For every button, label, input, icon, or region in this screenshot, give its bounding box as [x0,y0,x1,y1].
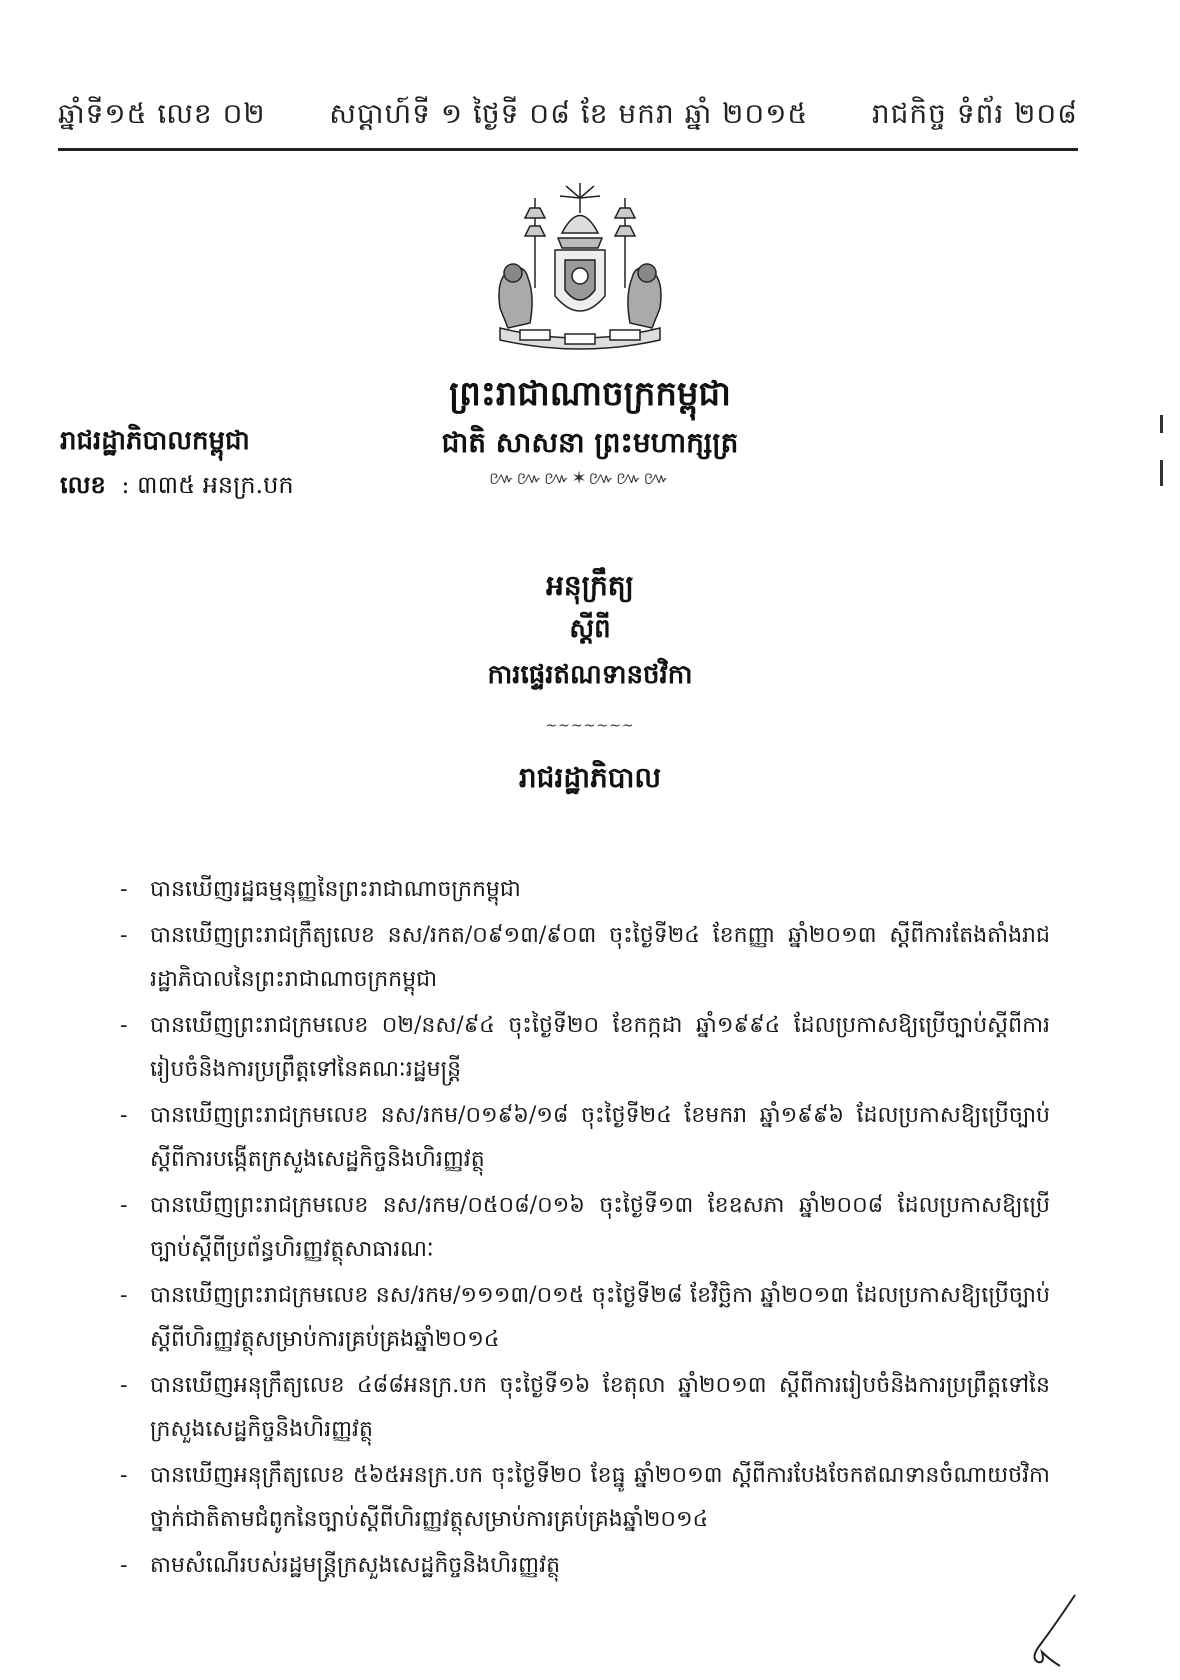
gazette-issue: ឆ្នាំទី១៥ លេខ ០២ [58,97,266,130]
considerations-list [120,868,1050,1590]
scan-edge-mark [1160,415,1163,433]
gazette-date: សប្តាហ៍ទី ១ ថ្ងៃទី ០៨ ខែ មករា ឆ្នាំ ២០១៥ [329,97,809,130]
motto-ornament: ៚៚៚✶៚៚៚ [488,468,671,489]
list-item: - បានឃើញអនុក្រឹត្យលេខ ៥៦៥អនក្រ.បក ចុះថ្ងៃទី២០ ខែធ្នូ ឆ្នាំ២០១៣ ស្តីពីការបែងចែកឥណទានចំណាយថវិកាថ្នាក់ជាតិតាមជំពូកនៃច្បាប់ស្តីពីហិរញ្ញវត្ថុសម្រាប់ការគ្រប់គ្រងឆ្នាំ២០១៤ [120,1463,1051,1532]
list-item: - បានឃើញព្រះរាជក្រមលេខ ០២/នស/៩៤ ចុះថ្ងៃទី២០ ខែកក្កដា ឆ្នាំ១៩៩៤ ដែលប្រកាសឱ្យប្រើច្បាប់ស្តីពីការរៀបចំនិងការប្រព្រឹត្តទៅនៃគណៈរដ្ឋមន្ត្រី [120,1013,1050,1082]
gazette-header [58,96,1078,137]
header-rule [58,148,1078,151]
decree-subject: ការផ្ទេរឥណទានថវិកា [487,660,693,690]
decree-issuer: រាជរដ្ឋាភិបាល [518,761,662,794]
decree-type: អនុក្រឹត្យ [546,569,634,602]
list-item: - បានឃើញអនុក្រឹត្យលេខ ៤៨៨អនក្រ.បក ចុះថ្ងៃទី១៦ ខែតុលា ឆ្នាំ២០១៣ ស្តីពីការរៀបចំនិងការប្រព្រឹត្តទៅនៃក្រសួងសេដ្ឋកិច្ចនិងហិរញ្ញវត្ថុ [120,1373,1050,1442]
reference-number [60,470,294,505]
signature-stroke-icon [1020,1590,1080,1670]
decree-about: ស្តីពី [569,614,611,644]
royal-coat-of-arms-icon [480,178,680,358]
list-item: - បានឃើញព្រះរាជក្រឹត្យលេខ នស/រកត/០៩១៣/៩០៣ ចុះថ្ងៃទី២៤ ខែកញ្ញា ឆ្នាំ២០១៣ ស្តីពីការតែងតាំងរាជរដ្ឋាភិបាលនៃព្រះរាជាណាចក្រកម្ពុជា [120,923,1050,992]
list-item: - តាមសំណើរបស់រដ្ឋមន្ត្រីក្រសួងសេដ្ឋកិច្ចនិងហិរញ្ញវត្ថុ [120,1553,561,1578]
reference-value: : ៣៣៥ អនក្រ.បក [121,471,294,499]
gazette-page: រាជកិច្ច ទំព័រ ២០៨ [871,97,1078,130]
list-item: - បានឃើញព្រះរាជក្រមលេខ នស/រកម/០៥០៨/០១៦ ចុះថ្ងៃទី១៣ ខែឧសភា ឆ្នាំ២០០៨ ដែលប្រកាសឱ្យប្រើច្បាប់ស្តីពីប្រព័ន្ធហិរញ្ញវត្ថុសាធារណៈ [120,1193,1050,1262]
issuing-government: រាជរដ្ឋាភិបាលកម្ពុជា [60,426,250,456]
kingdom-title: ព្រះរាជាណាចក្រកម្ពុជា [449,374,731,414]
national-motto: ជាតិ សាសនា ព្រះមហាក្សត្រ [441,426,739,459]
divider-ornament: ~~~~~~~ [545,718,635,734]
list-item: - បានឃើញព្រះរាជក្រមលេខ នស/រកម/០១៩៦/១៨ ចុះថ្ងៃទី២៤ ខែមករា ឆ្នាំ១៩៩៦ ដែលប្រកាសឱ្យប្រើច្បាប់ស្តីពីការបង្កើតក្រសួងសេដ្ឋកិច្ចនិងហិរញ្ញវត្ថុ [120,1103,1050,1172]
scan-edge-mark [1160,460,1163,486]
list-item: - បានឃើញរដ្ឋធម្មនុញ្ញនៃព្រះរាជាណាចក្រកម្ពុជា [120,877,521,902]
list-item: - បានឃើញព្រះរាជក្រមលេខ នស/រកម/១១១៣/០១៥ ចុះថ្ងៃទី២៨ ខែវិច្ឆិកា ឆ្នាំ២០១៣ ដែលប្រកាសឱ្យប្រើច្បាប់ស្តីពីហិរញ្ញវត្ថុសម្រាប់ការគ្រប់គ្រងឆ្នាំ២០១៤ [120,1283,1050,1352]
reference-label: លេខ [60,470,106,499]
